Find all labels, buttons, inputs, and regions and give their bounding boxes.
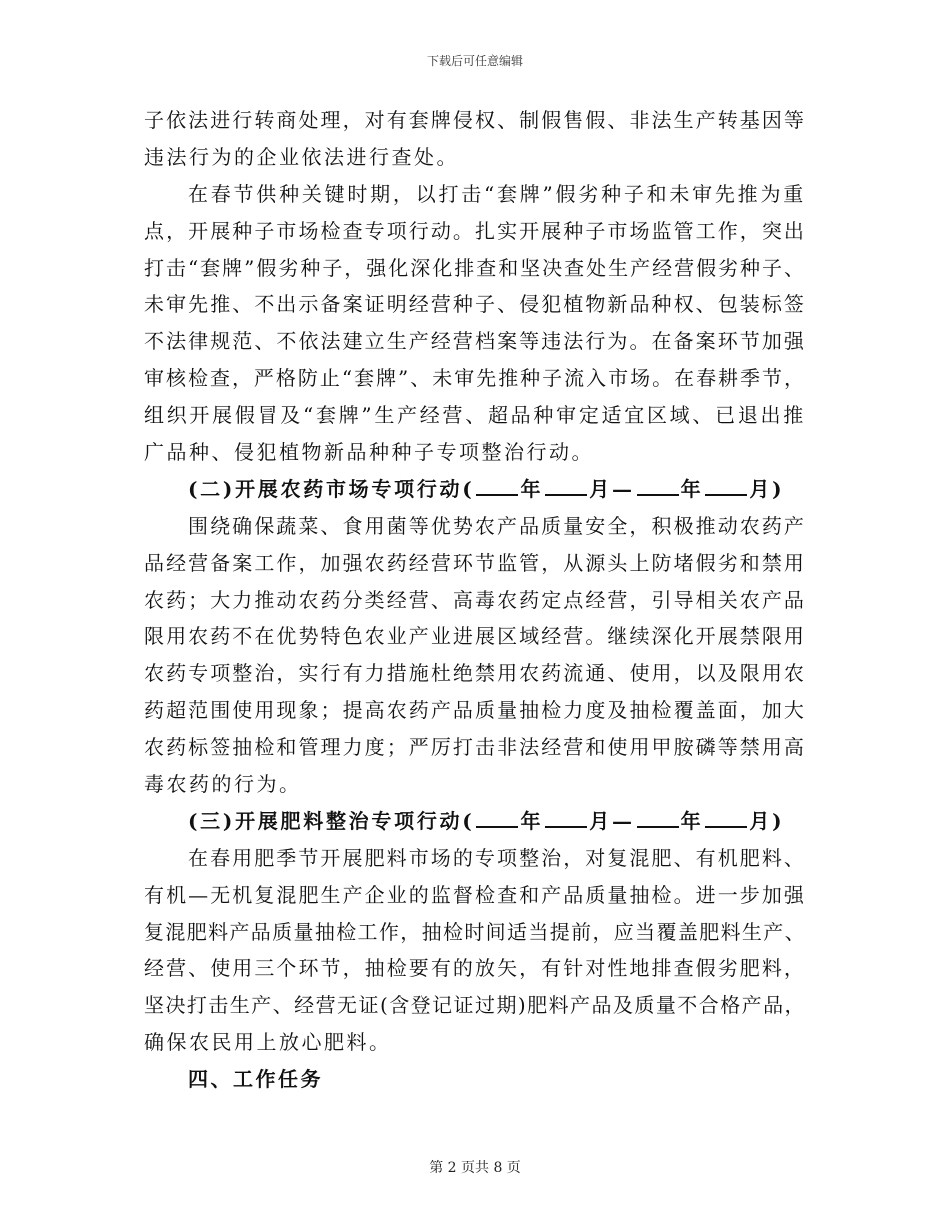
paragraph-line: 审核检查，严格防止“套牌”、未审先推种子流入市场。在春耕季节， [144, 366, 806, 391]
paragraph-line: 药超范围使用现象；提高农药产品质量抽检力度及抽检覆盖面，加大 [144, 698, 806, 723]
blank-field [637, 476, 679, 496]
paragraph-line: 子依法进行转商处理，对有套牌侵权、制假售假、非法生产转基因等 [144, 108, 806, 132]
section-heading-pesticide [144, 471, 806, 508]
heading-dash: — [611, 476, 635, 501]
paragraph-line: 打击“套牌”假劣种子，强化深化排查和坚决查处生产经营假劣种子、 [144, 255, 806, 280]
heading-unit: 月) [749, 476, 785, 501]
paragraph-line: 农药专项整治，实行有力措施杜绝禁用农药流通、使用，以及限用农 [144, 661, 806, 686]
heading-unit: 月 [589, 476, 612, 501]
blank-field [545, 808, 587, 828]
paragraph-line: 经营、使用三个环节，抽检要有的放矢，有针对性地排查假劣肥料， [144, 956, 806, 981]
paragraph-line: 广品种、侵犯植物新品种种子专项整治行动。 [144, 440, 594, 465]
heading-unit: 月) [749, 808, 785, 833]
heading-unit: 年 [680, 808, 704, 833]
paragraph-line: 农药；大力推动农药分类经营、高毒农药定点经营，引导相关农产品 [144, 587, 806, 612]
blank-field [705, 808, 747, 828]
heading-unit: 年 [520, 808, 544, 833]
blank-field [637, 808, 679, 828]
section-heading-tasks: 四、工作任务 [188, 1067, 323, 1092]
paragraph-line: 未审先推、不出示备案证明经营种子、侵犯植物新品种权、包装标签 [144, 292, 806, 317]
paragraph-line: 在春节供种关键时期，以打击“套牌”假劣种子和未审先推为重 [188, 181, 806, 206]
heading-unit: 月 [589, 808, 612, 833]
paragraph-line: 品经营备案工作，加强农药经营环节监管，从源头上防堵假劣和禁用 [144, 550, 806, 575]
blank-field [476, 476, 518, 496]
heading-unit: 年 [520, 476, 544, 501]
blank-field [705, 476, 747, 496]
blank-field [545, 476, 587, 496]
document-body [144, 102, 806, 1098]
heading-unit: 年 [680, 476, 704, 501]
paragraph-line: 确保农民用上放心肥料。 [144, 1030, 392, 1055]
paragraph-line: 坚决打击生产、经营无证(含登记证过期)肥料产品及质量不合格产品， [144, 993, 806, 1018]
paragraph-line: 不法律规范、不依法建立生产经营档案等违法行为。在备案环节加强 [144, 329, 806, 354]
page-footer: 第 2 页共 8 页 [429, 1160, 521, 1176]
blank-field [476, 808, 518, 828]
section-heading-fertilizer [144, 803, 806, 840]
heading-title: (二)开展农药市场专项行动( [188, 476, 475, 501]
paragraph-line: 围绕确保蔬菜、食用菌等优势农产品质量安全，积极推动农药产 [188, 513, 806, 538]
paragraph-line: 复混肥料产品质量抽检工作，抽检时间适当提前，应当覆盖肥料生产、 [144, 919, 806, 944]
paragraph-line: 点，开展种子市场检查专项行动。扎实开展种子市场监管工作，突出 [144, 218, 806, 243]
paragraph-line: 违法行为的企业依法进行查处。 [144, 144, 459, 169]
heading-dash: — [611, 808, 635, 833]
paragraph-line: 有机—无机复混肥生产企业的监督检查和产品质量抽检。进一步加强 [144, 882, 806, 907]
paragraph-line: 组织开展假冒及“套牌”生产经营、超品种审定适宜区域、已退出推 [144, 403, 806, 428]
heading-title: (三)开展肥料整治专项行动( [188, 808, 475, 833]
page-header: 下载后可任意编辑 [426, 54, 523, 68]
paragraph-line: 限用农药不在优势特色农业产业进展区域经营。继续深化开展禁限用 [144, 624, 806, 649]
paragraph-line: 毒农药的行为。 [144, 772, 302, 797]
paragraph-line: 在春用肥季节开展肥料市场的专项整治，对复混肥、有机肥料、 [188, 845, 806, 870]
paragraph-line: 农药标签抽检和管理力度；严厉打击非法经营和使用甲胺磷等禁用高 [144, 735, 806, 760]
